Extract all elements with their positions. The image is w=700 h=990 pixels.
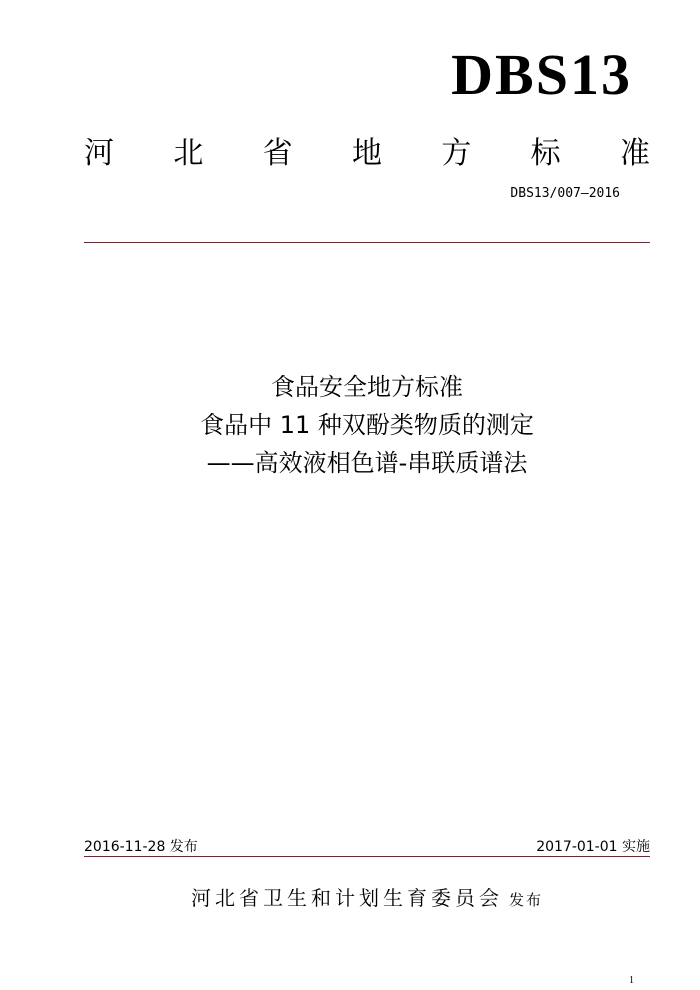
publisher-suffix: 发布 xyxy=(508,891,543,909)
title-line-2: 食品中 11 种双酚类物质的测定 xyxy=(200,411,534,439)
publisher-line xyxy=(84,882,650,911)
title-line-3: ——高效液相色谱-串联质谱法 xyxy=(206,449,528,477)
standard-type-char: 地 xyxy=(351,136,382,171)
standard-type-char: 北 xyxy=(173,136,204,171)
standard-number: DBS13/007—2016 xyxy=(510,186,620,201)
bottom-divider xyxy=(84,856,650,857)
standard-type-char: 河 xyxy=(84,136,114,171)
standard-type-char: 准 xyxy=(619,136,650,171)
title-line-1: 食品安全地方标准 xyxy=(271,373,463,401)
effective-date: 2017-01-01 实施 xyxy=(536,839,650,855)
page-number: 1 xyxy=(629,975,634,986)
date-row xyxy=(84,836,650,856)
issue-date: 2016-11-28 发布 xyxy=(84,839,198,855)
top-divider xyxy=(84,242,650,243)
standard-code-logo: DBS13 xyxy=(451,42,632,107)
standard-type-char: 省 xyxy=(262,136,293,171)
standard-type-char: 方 xyxy=(441,136,472,171)
document-title xyxy=(84,368,650,482)
publisher-name: 河北省卫生和计划生育委员会 xyxy=(190,886,503,910)
standard-type-char: 标 xyxy=(530,136,561,171)
standard-type-heading xyxy=(84,128,650,172)
